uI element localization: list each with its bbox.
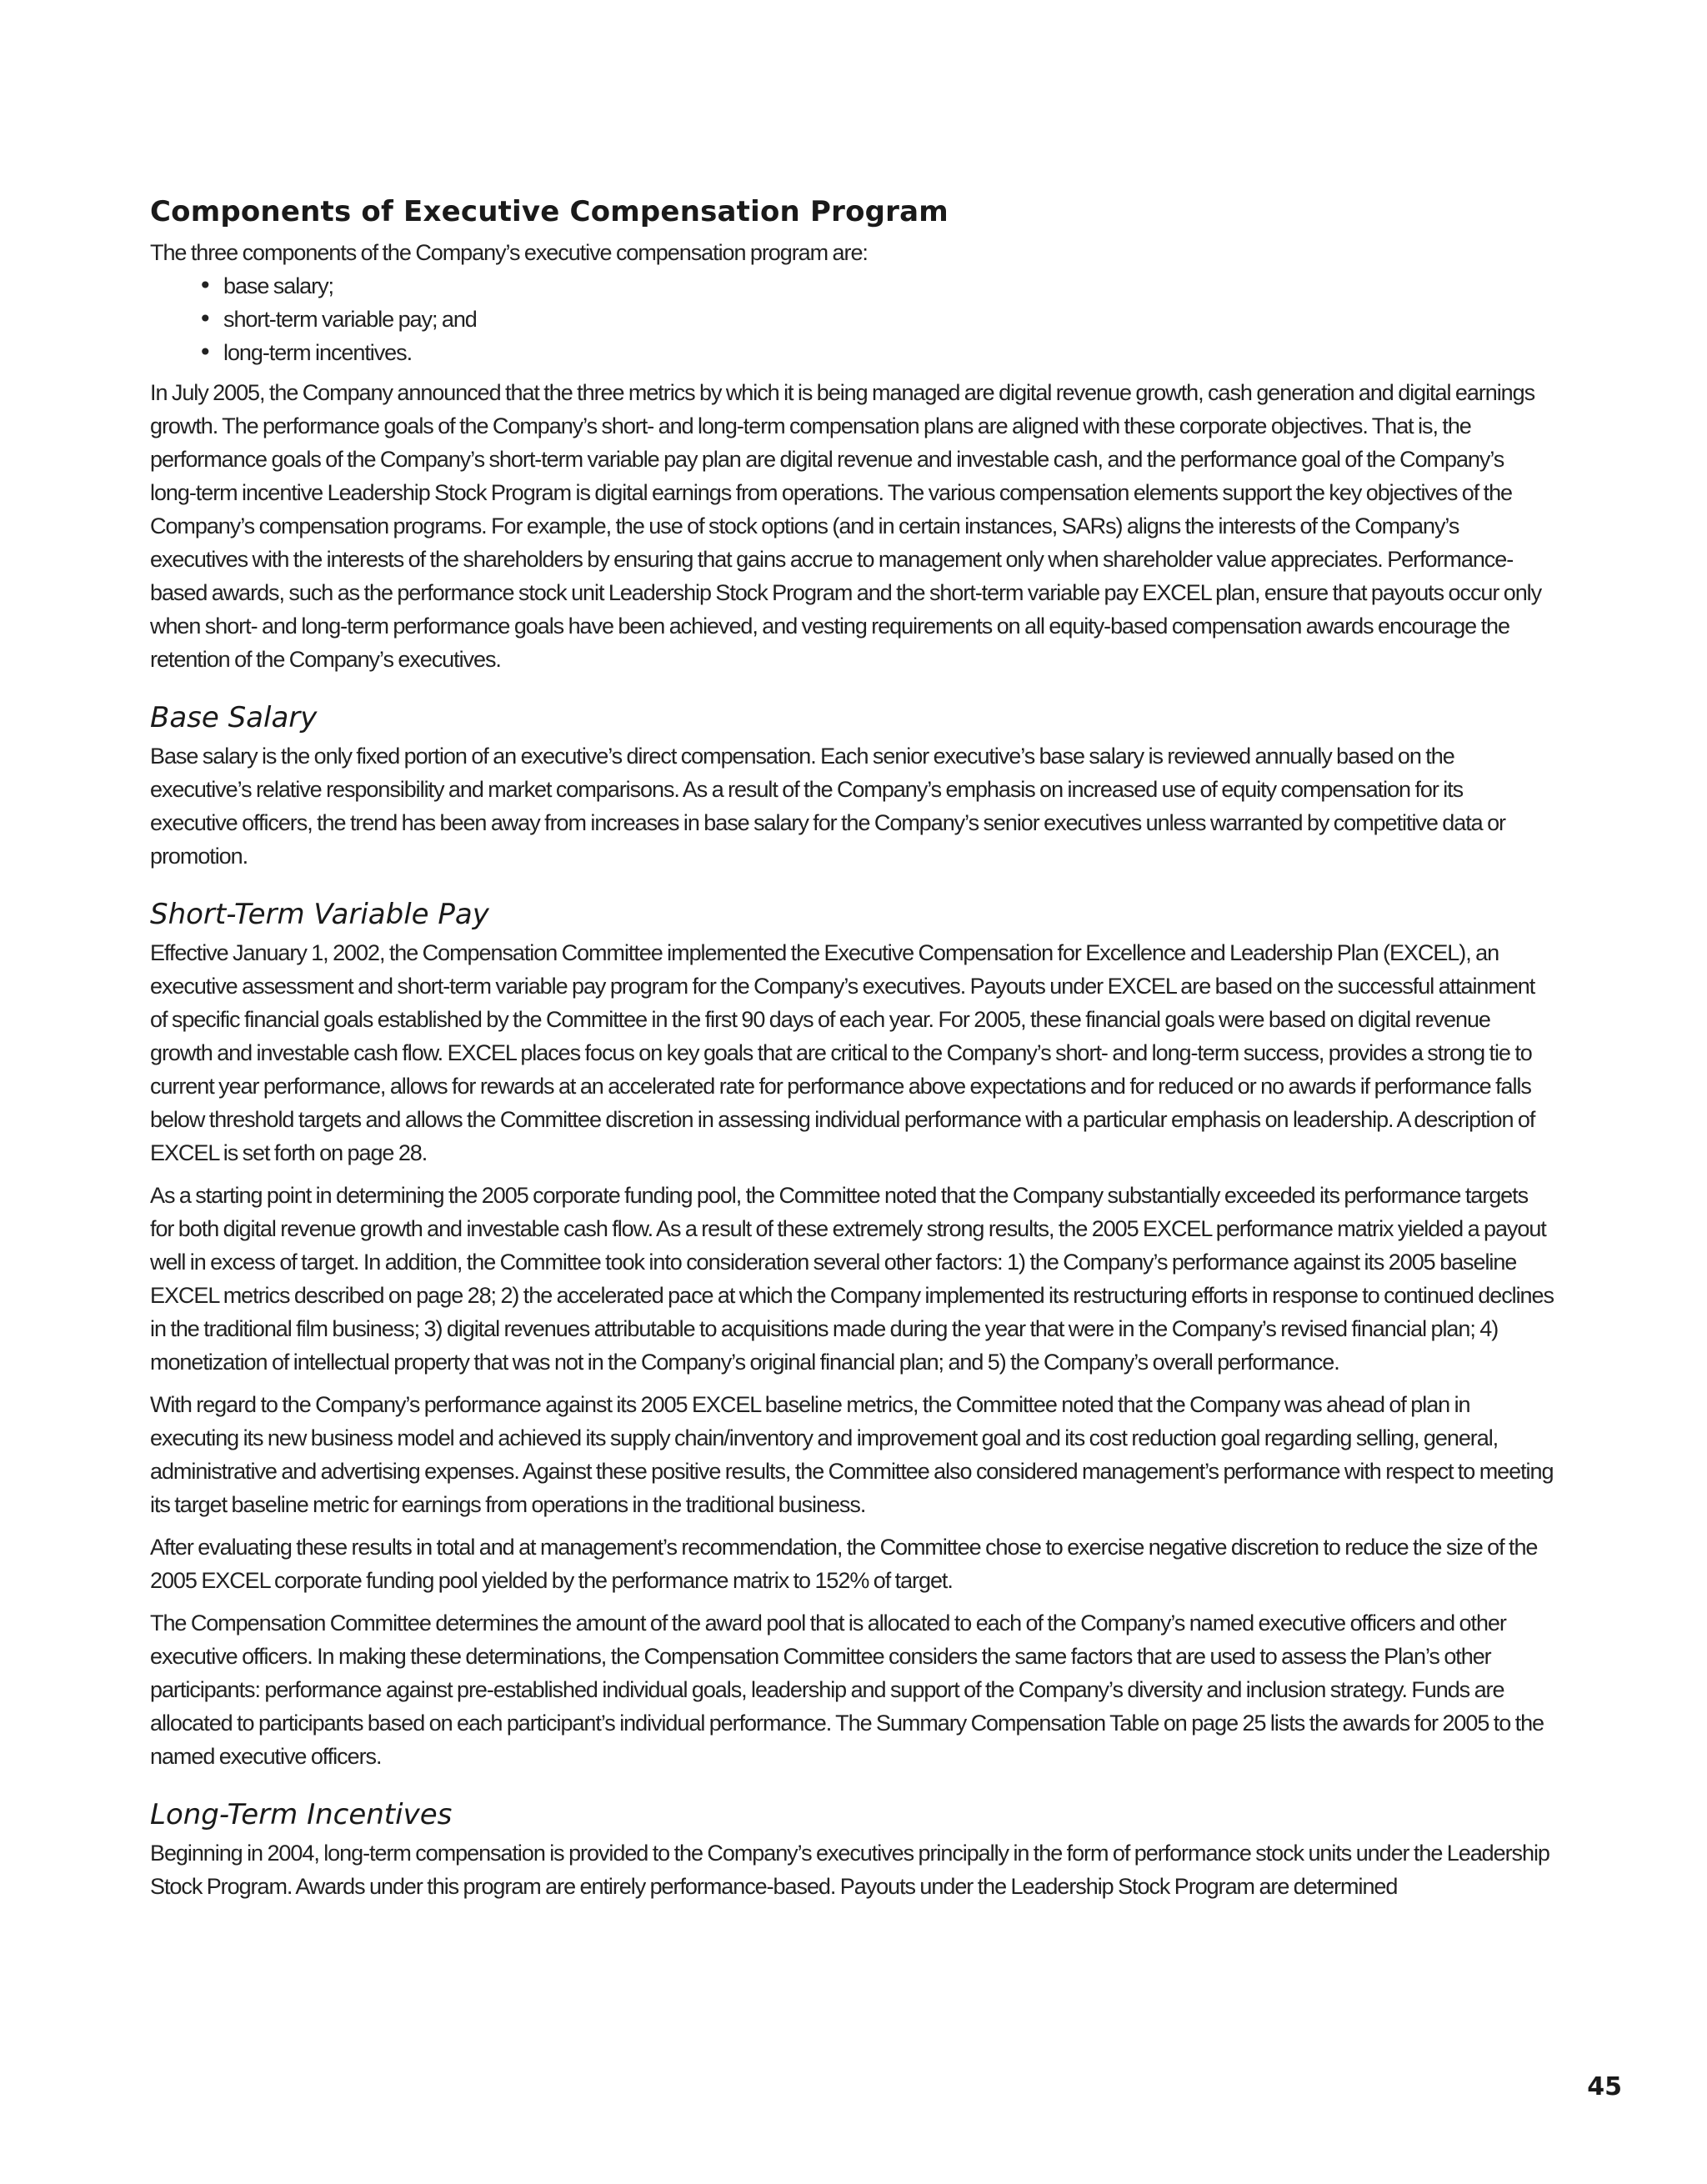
long-term-heading: Long-Term Incentives [150,1798,453,1831]
list-item: • base salary; [198,269,1554,303]
short-term-paragraph: The Compensation Committee determines the amount of the award pool that is allocated to each of the Company’s named executive officers and other executive officers. In making these determinations, the Compensation Committee considers the same factors that are used to assess the Plan’s other participants: performance against pre-established individual goals, leadership and support of the Company’s diversity and inclusion strategy. Funds are allocated to participants based on each participant’s individual performance. The Summary Compensation Table on page 25 lists the awards for 2005 to the named executive officers. [150,1610,1544,1769]
list-item: • short-term variable pay; and [198,303,1554,336]
section-heading: Components of Executive Compensation Program [150,195,949,228]
short-term-paragraph: Effective January 1, 2002, the Compensation Committee implemented the Executive Compensation for Excellence and Leadership Plan (EXCEL), an executive assessment and short-term variable pay program for the Company’s executives. Payouts under EXCEL are based on the successful attainment of specific financial goals established by the Committee in the first 90 days of each year. For 2005, these financial goals were based on digital revenue growth and investable cash flow. EXCEL places focus on key goals that are critical to the Company’s short- and long-term success, provides a strong tie to current year performance, allows for rewards at an accelerated rate for performance above expectations and for reduced or no awards if performance falls below threshold targets and allows the Committee discretion in assessing individual performance with a particular emphasis on leadership. A description of EXCEL is set forth on page 28. [150,940,1535,1165]
page-number: 45 [1587,2072,1622,2101]
short-term-paragraph: With regard to the Company’s performance against its 2005 EXCEL baseline metrics, the Committee noted that the Company was ahead of plan in executing its new business model and achieved its supply chain/inventory and improvement goal and its cost reduction goal regarding selling, general, administrative and advertising expenses. Against these positive results, the Committee also considered management’s performance with respect to meeting its target baseline metric for earnings from operations in the traditional business. [150,1392,1554,1517]
spacer [150,873,1554,897]
short-term-paragraph: As a starting point in determining the 2005 corporate funding pool, the Committee noted that the Company substantially exceeded its performance targets for both digital revenue growth and investable cash flow. As a result of these extremely strong results, the 2005 EXCEL performance matrix yielded a payout well in excess of target. In addition, the Committee took into consideration several other factors: 1) the Company’s performance against its 2005 baseline EXCEL metrics described on page 28; 2) the accelerated pace at which the Company implemented its restructuring efforts in response to continued declines in the traditional film business; 3) digital revenues attributable to acquisitions made during the year that were in the Company’s revised financial plan; 4) monetization of intellectual property that was not in the Company’s original financial plan; and 5) the Company’s overall performance. [150,1183,1554,1375]
section-intro: The three components of the Company’s executive compensation program are: [150,240,868,265]
short-term-heading: Short-Term Variable Pay [150,898,489,931]
base-salary-heading: Base Salary [150,701,318,734]
page-content [150,193,1554,1903]
section-paragraph: In July 2005, the Company announced that the three metrics by which it is being managed are digital revenue growth, cash generation and digital earnings growth. The performance goals of the Company’s short- and long-term compensation plans are aligned with these corporate objectives. That is, the performance goals of the Company’s short-term variable pay plan are digital revenue and investable cash, and the performance goal of the Company’s long-term incentive Leadership Stock Program is digital earnings from operations. The various compensation elements support the key objectives of the Company’s compensation programs. For example, the use of stock options (and in certain instances, SARs) aligns the interests of the Company’s executives with the interests of the shareholders by ensuring that gains accrue to management only when shareholder value appreciates. Performance-based awards, such as the performance stock unit Leadership Stock Program and the short-term variable pay EXCEL plan, ensure that payouts occur only when short- and long-term performance goals have been achieved, and vesting requirements on all equity-based compensation awards encourage the retention of the Company’s executives. [150,380,1542,672]
base-salary-paragraph: Base salary is the only fixed portion of an executive’s direct compensation. Each senior executive’s base salary is reviewed annually based on the executive’s relative responsibility and market comparisons. As a result of the Company’s emphasis on increased use of equity compensation for its executive officers, the trend has been away from increases in base salary for the Company’s senior executives unless warranted by competitive data or promotion. [150,744,1505,869]
component-list [150,269,1554,369]
long-term-paragraph: Beginning in 2004, long-term compensation is provided to the Company’s executives principally in the form of performance stock units under the Leadership Stock Program. Awards under this program are entirely performance-based. Payouts under the Leadership Stock Program are determined [150,1841,1549,1899]
spacer [150,676,1554,700]
short-term-paragraph: After evaluating these results in total and at management’s recommendation, the Committee chose to exercise negative discretion to reduce the size of the 2005 EXCEL corporate funding pool yielded by the performance matrix to 152% of target. [150,1535,1538,1593]
list-item: • long-term incentives. [198,336,1554,369]
spacer [150,1773,1554,1797]
